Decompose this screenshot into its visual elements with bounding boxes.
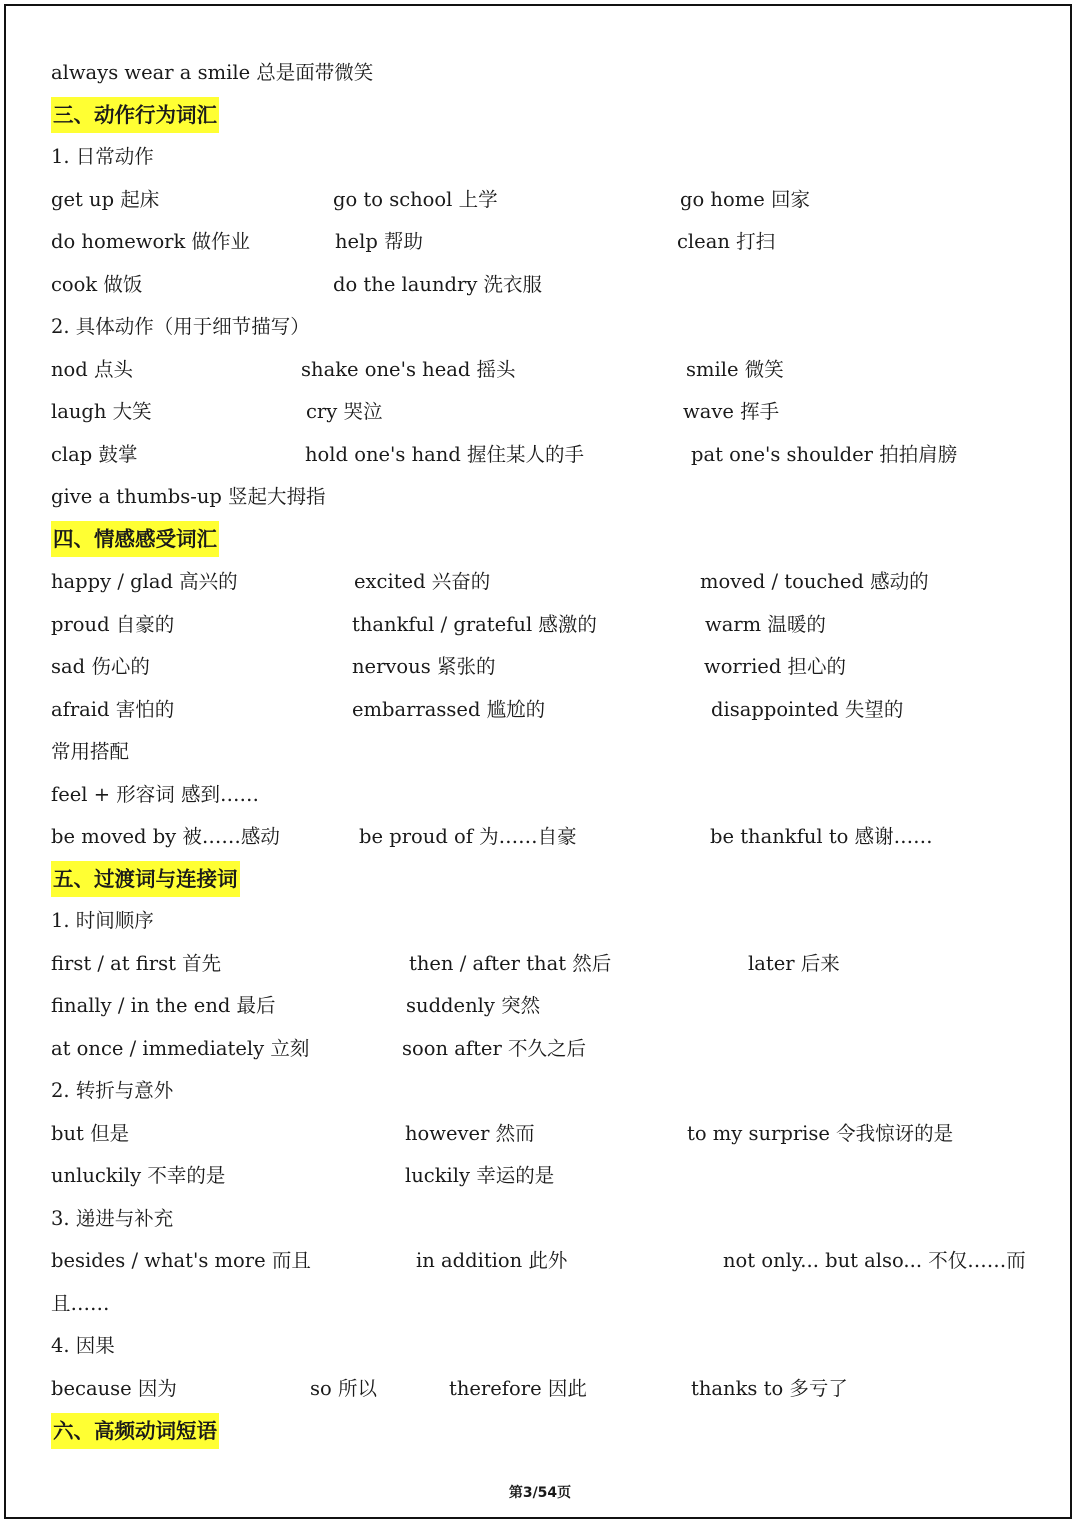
- list-item: [0, 434, 1080, 476]
- list-item: [0, 900, 1080, 942]
- vocab-entry: thanks to 多亏了: [691, 1377, 848, 1400]
- list-item: [0, 985, 1080, 1027]
- list-item: [0, 561, 1080, 603]
- vocab-entry: luckily 幸运的是: [405, 1164, 555, 1187]
- vocab-entry: shake one's head 摇头: [301, 358, 516, 381]
- vocab-entry: go to school 上学: [333, 188, 498, 211]
- subsection-title: 1. 时间顺序: [51, 909, 154, 932]
- vocab-entry: worried 担心的: [704, 655, 847, 678]
- vocab-entry: smile 微笑: [686, 358, 784, 381]
- vocab-entry: do the laundry 洗衣服: [333, 273, 543, 296]
- list-item: [0, 943, 1080, 985]
- vocab-entry: moved / touched 感动的: [700, 570, 929, 593]
- list-item: [0, 1368, 1080, 1410]
- list-item: [0, 816, 1080, 858]
- list-item: [0, 52, 1080, 94]
- vocab-entry: in addition 此外: [416, 1249, 568, 1272]
- vocab-entry: to my surprise 令我惊讶的是: [687, 1122, 954, 1145]
- list-item: [0, 604, 1080, 646]
- vocab-entry: get up 起床: [51, 188, 160, 211]
- vocab-entry: first / at first 首先: [51, 952, 222, 975]
- list-item: [0, 391, 1080, 433]
- vocab-entry: sad 伤心的: [51, 655, 150, 678]
- vocab-entry: finally / in the end 最后: [51, 994, 276, 1017]
- vocab-entry: cry 哭泣: [306, 400, 383, 423]
- vocab-entry: be thankful to 感谢……: [710, 825, 933, 848]
- subsection-title: 1. 日常动作: [51, 145, 154, 168]
- vocab-entry: afraid 害怕的: [51, 698, 175, 721]
- list-item: [0, 476, 1080, 518]
- vocab-entry: nod 点头: [51, 358, 133, 381]
- list-item: [0, 1028, 1080, 1070]
- section-heading-actions: 三、动作行为词汇: [51, 97, 219, 133]
- list-item: [0, 1198, 1080, 1240]
- vocab-entry: be moved by 被……感动: [51, 825, 280, 848]
- vocab-entry-continuation: 且……: [51, 1292, 110, 1315]
- vocab-entry: because 因为: [51, 1377, 177, 1400]
- vocab-entry: however 然而: [405, 1122, 535, 1145]
- list-item: [0, 774, 1080, 816]
- subsection-title: 3. 递进与补充: [51, 1207, 174, 1230]
- vocab-entry: unluckily 不幸的是: [51, 1164, 226, 1187]
- vocab-entry: be proud of 为……自豪: [359, 825, 577, 848]
- vocab-entry: happy / glad 高兴的: [51, 570, 238, 593]
- vocab-entry: so 所以: [310, 1377, 377, 1400]
- list-item: [0, 1283, 1080, 1325]
- vocab-entry: clean 打扫: [677, 230, 776, 253]
- vocab-entry: clap 鼓掌: [51, 443, 138, 466]
- vocab-entry: go home 回家: [680, 188, 810, 211]
- list-item: [0, 306, 1080, 348]
- vocab-entry: wave 挥手: [683, 400, 780, 423]
- vocab-entry: warm 温暖的: [705, 613, 826, 636]
- list-item: [0, 136, 1080, 178]
- vocab-entry: therefore 因此: [449, 1377, 587, 1400]
- vocab-entry: proud 自豪的: [51, 613, 175, 636]
- vocab-entry: not only... but also... 不仅……而: [723, 1249, 1026, 1272]
- list-item: [0, 264, 1080, 306]
- subsection-title: 2. 转折与意外: [51, 1079, 174, 1102]
- vocab-entry: later 后来: [748, 952, 840, 975]
- vocab-entry: thankful / grateful 感激的: [352, 613, 597, 636]
- section-heading-verb-phrases: 六、高频动词短语: [51, 1413, 219, 1449]
- vocab-entry: nervous 紧张的: [352, 655, 496, 678]
- list-item: [0, 221, 1080, 263]
- vocab-entry: give a thumbs-up 竖起大拇指: [51, 485, 326, 508]
- vocab-entry: disappointed 失望的: [711, 698, 904, 721]
- subsection-title: 常用搭配: [51, 740, 130, 763]
- subsection-title: 2. 具体动作（用于细节描写）: [51, 315, 310, 338]
- vocab-entry: besides / what's more 而且: [51, 1249, 311, 1272]
- vocab-entry: always wear a smile 总是面带微笑: [51, 61, 374, 84]
- list-item: [0, 1240, 1080, 1282]
- vocab-entry: laugh 大笑: [51, 400, 152, 423]
- list-item: [0, 349, 1080, 391]
- vocab-entry: suddenly 突然: [406, 994, 541, 1017]
- subsection-title: 4. 因果: [51, 1334, 115, 1357]
- list-item: [0, 731, 1080, 773]
- section-heading-emotions: 四、情感感受词汇: [51, 521, 219, 557]
- vocab-entry: feel + 形容词 感到……: [51, 783, 259, 806]
- vocab-entry: pat one's shoulder 拍拍肩膀: [691, 443, 958, 466]
- list-item: [0, 689, 1080, 731]
- vocab-entry: do homework 做作业: [51, 230, 251, 253]
- list-item: [0, 179, 1080, 221]
- vocab-entry: embarrassed 尴尬的: [352, 698, 546, 721]
- vocab-entry: help 帮助: [335, 230, 424, 253]
- page-number: 第3/54页: [508, 1485, 572, 1501]
- list-item: [0, 1070, 1080, 1112]
- vocab-entry: at once / immediately 立刻: [51, 1037, 310, 1060]
- vocab-entry: hold one's hand 握住某人的手: [305, 443, 585, 466]
- list-item: [0, 1113, 1080, 1155]
- list-item: [0, 646, 1080, 688]
- vocab-entry: excited 兴奋的: [354, 570, 491, 593]
- list-item: [0, 1325, 1080, 1367]
- vocab-entry: soon after 不久之后: [402, 1037, 586, 1060]
- vocab-entry: then / after that 然后: [409, 952, 612, 975]
- vocab-entry: cook 做饭: [51, 273, 143, 296]
- vocab-entry: but 但是: [51, 1122, 130, 1145]
- section-heading-connectives: 五、过渡词与连接词: [51, 861, 240, 897]
- list-item: [0, 1155, 1080, 1197]
